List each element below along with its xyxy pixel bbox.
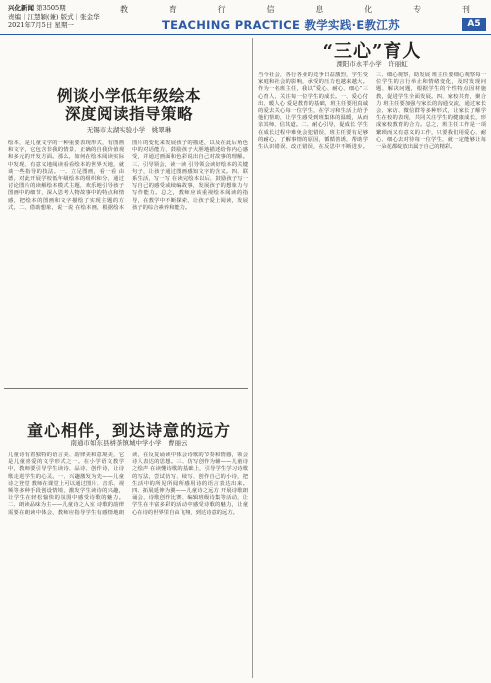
article1-title-line2: 深度阅读指导策略 (64, 104, 193, 123)
page-number-badge: A5 (462, 18, 486, 31)
article1-byline: 无锡市太湖实验小学 姚翠琳 (86, 126, 172, 134)
section-banner: TEACHING PRACTICE 教学实践·E教江苏 (162, 18, 400, 32)
column-divider (252, 38, 253, 678)
column-letter: 刊 (461, 5, 480, 14)
article3-body: 当今社会，各行各业的竞争日益激烈，学生受家庭和社会的影响，承受的压力也越来越大。作为一名班主任，我以“爱心、耐心、细心”三心育人，关注每一位学生的成长。一、爱心付出，暖人心 爱是教育的基础，班主任要用真诚的爱去关心每一位学生，在学习和生活上给予他们帮助，让学生感受到班集体的温暖，从而亲其师、信其道。二、耐心引导，促成长 学生在成长过程中难免会犯错误，班主任要有足够的耐心，了解事情的原因，循循善诱，帮助学生认识错误、改正错误，在反思中不断进步。三、细心观察，助发展 班主任要细心观察每一位学生的言行举止和情绪变化，及时发现问题、解决问题，根据学生的个性特点因材施教，促进学生全面发展。四、家校共育，聚合力 班主任要加强与家长的沟通交流，通过家长会、家访、微信群等多种形式，让家长了解学生在校的表现，共同关注学生的健康成长，形成家校教育的合力。总之，班主任工作是一项繁琐而又有意义的工作，只要我们用爱心、耐心、细心去对待每一位学生，就一定能够让每一朵花都绽放出属于自己的精彩。 (258, 72, 486, 151)
article2-title: 童心相伴，到达诗意的远方 (26, 421, 231, 440)
article1-body: 绘本，是儿童文学的一种重要表现形式，有图画和文字，它包含非我的情景、正确的自我价值观和多元的开发方面。那么，如何在绘本阅读实际中发现、有意义地阅读看看绘本的世界天地，就谈一些指导的技法。一、立足图画，看一看 由德，对此开展学校低年级绘本的组织和分，通过讨论图片的读解绘本模式主题，欢乐地引导孩子图画中的细节，深入思考人物故事中的特点和情感，把绘本的图画和文字描绘了实现主题的方式。二、借助想象，说一说 在绘本画，根据绘本图片的变化来发展孩子的描述，以及在此后角色中的对话能力，鼓励孩子大胆地描述给你内心感受，并通过画面和色彩说出自己对故事的理解。三、引导领会，读一读 引导领会读好绘本的关键句子，让孩子通过图画感知文字的含义。四、联系生活，写一写 在读完绘本以后，鼓励孩子写一写自己的感受或续编故事，发展孩子的想象力与写作能力。总之，教师应该重视绘本阅读的指导，在教学中不断探索，让孩子爱上阅读，发展孩子的综合素养和能力。 (8, 140, 248, 211)
column-letter: 化 (364, 5, 383, 14)
issue-number: 第3505期 (36, 4, 66, 12)
column-header (120, 4, 480, 18)
editor-line: 责编｜江慧颖(兼) (8, 12, 59, 21)
column-letter: 育 (168, 5, 187, 14)
column-letter: 信 (266, 5, 285, 14)
masthead-meta (8, 4, 100, 30)
article3-byline: 溧阳市永平小学 许丽虹 (336, 60, 408, 68)
article1-title-line1: 例谈小学低年级绘本 (56, 86, 201, 105)
header-divider (0, 34, 491, 35)
issue-date: 2021年7月5日 星期一 (8, 21, 74, 29)
column-letter: 息 (315, 5, 334, 14)
section-divider (4, 388, 248, 389)
column-letter: 专 (413, 5, 432, 14)
article3-title: “三心”育人 (322, 41, 422, 62)
designer-line: 版式｜张金华 (60, 12, 100, 21)
edition-label: 兴化新闻 (8, 4, 34, 12)
column-letter: 行 (217, 5, 236, 14)
article2-byline: 南通市如东县栟茶镇城中学小学 曹丽云 (70, 439, 188, 447)
column-letter: 教 (120, 5, 138, 14)
article2-body: 儿童诗有着独特的语言美、韵律美和意境美，它是儿童喜爱的文学形式之一。在小学语文教学中，教师要引导学生读诗、品诗、创作诗，让诗歌走进学生的心灵。一、兴趣激发为先——儿童诗之登堂 教师在课堂上可以通过图片、音乐、视频等多种手段创设情境，激发学生读诗的兴趣，让学生在轻松愉快的氛围中感受诗歌的魅力。二、朗读品味为主——儿童诗之入室 诗歌的韵律需要在朗读中体会，教师应指导学生有感情地朗读，在反复诵读中体会诗歌的节奏和情感，领会诗人表达的思想。三、仿写创作为辅——儿童诗之绘声 在读懂诗歌的基础上，引导学生学习诗歌的写法，尝试仿写、续写、创作自己的小诗，把生活中的所见所闻所感用诗的语言表达出来。四、拓展延伸为翼——儿童诗之远方 开展诗歌朗诵会、诗歌创作比赛、编辑班级诗集等活动，让学生在丰富多彩的活动中感受诗歌的魅力，让童心在诗的世界里自由飞翔，到达诗意的远方。 (8, 452, 248, 516)
